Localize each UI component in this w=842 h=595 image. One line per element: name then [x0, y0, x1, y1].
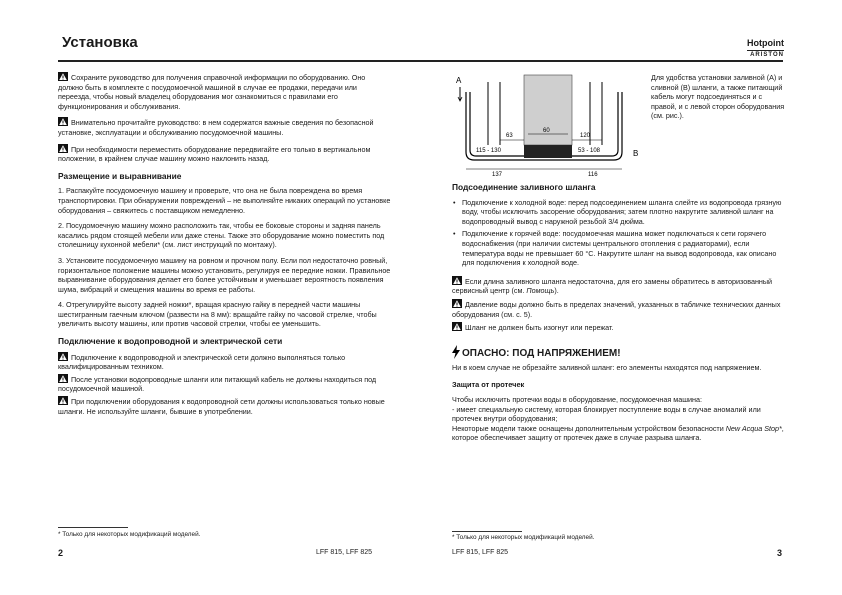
- footnote-rule: [452, 531, 522, 532]
- paragraph: Подключение к водопроводной и электрической сети должно выполняться только квалифицированным техником.: [58, 352, 346, 372]
- warning-icon: [452, 276, 462, 285]
- paragraph: Внимательно прочитайте руководство: в нем содержатся важные сведения по безопасной установке, эксплуатации и обслуживанию посудомоечной машины.: [58, 118, 374, 137]
- left-column: [58, 72, 391, 422]
- paragraph: Чтобы исключить протечки воды в оборудование, посудомоечная машина:: [452, 394, 702, 404]
- page-number: 2: [58, 548, 64, 558]
- paragraph: Если длина заливного шланга недостаточна, для его замены обратитесь в авторизованный сервисный центр (см. Помощь).: [452, 276, 773, 296]
- danger-heading: ОПАСНО: ПОД НАПРЯЖЕНИЕМ!: [452, 345, 784, 359]
- paragraph: При необходимости переместить оборудование передвигайте его только в вертикальном положении, в крайнем случае машину можно наклонить назад.: [58, 144, 371, 164]
- warning-icon: [58, 144, 68, 153]
- warning-icon: [58, 72, 68, 81]
- footnote: * Только для некоторых модификаций моделей.: [452, 534, 595, 541]
- right-column: [452, 183, 784, 443]
- dim-137: 137: [492, 172, 503, 178]
- label-a: A: [456, 76, 462, 85]
- paragraph: После установки водопроводные шланги или питающий кабель не должны находиться под посудомоечной машиной.: [58, 374, 377, 394]
- paragraph: Давление воды должно быть в пределах значений, указанных в табличке технических данных оборудования (см. с. 5).: [452, 299, 781, 319]
- warning-icon: [58, 352, 68, 361]
- list-item: • Подключение к холодной воде: перед подсоединением шланга слейте из водопровода грязную воду, чтобы исключить засорение оборудования; затем плотно накрутите заливной шланг на водопроводный вывод с наружной резьбой 3/4 дюйма.: [462, 198, 784, 227]
- section-heading: Размещение и выравнивание: [58, 170, 182, 181]
- warning-icon: [452, 322, 462, 331]
- dim-60: 60: [543, 128, 550, 134]
- page-number: 3: [777, 548, 783, 558]
- brand-logo: [747, 38, 784, 58]
- paragraph: При подключении оборудования к водопроводной сети должны использоваться только новые шланги. Не используйте шланги, бывшие в употреблении.: [58, 397, 385, 416]
- hose-diagram: [452, 70, 647, 178]
- paragraph: Сохраните руководство для получения справочной информации по оборудованию. Оно должно быть в комплекте с посудомоечной машиной в случае ее продажи, передачи или переезда, чтобы новый владелец оборудования мог ознакомиться с правилами его функционирования и обслуживания.: [58, 73, 366, 111]
- paragraph: 1. Распакуйте посудомоечную машину и проверьте, что она не была повреждена во время транспортировки. При обнаружении повреждений – не выполняйте никаких операций по установке оборудования – свяжитесь с поставщиком немедленно.: [58, 186, 391, 215]
- footnote: * Только для некоторых модификаций моделей.: [58, 531, 201, 538]
- page-title: Установка: [62, 34, 138, 51]
- dim-53-108: 53 - 108: [578, 148, 601, 154]
- footnote-rule: [58, 527, 128, 528]
- paragraph: 3. Установите посудомоечную машину на ровном и прочном полу. Если пол недостаточно ровный, горизонтальное положение машины можно установить, регулируя ее передние ножки. Правильное выравнивание оборудования делает его более устойчивым и уменьшает вероятность появления шума, вибраций и смещения машины во время ее работы.: [58, 255, 391, 294]
- model-footer: LFF 815, LFF 825: [316, 549, 373, 556]
- header-rule: [58, 60, 783, 62]
- brand-sub: ARISTON: [747, 50, 784, 58]
- dim-63: 63: [506, 133, 513, 139]
- section-heading: Подсоединение заливного шланга: [452, 182, 596, 192]
- paragraph: Ни в коем случае не обрезайте заливной шланг: его элементы находятся под напряжением.: [452, 362, 762, 372]
- dim-116: 116: [588, 172, 598, 178]
- paragraph: - имеет специальную систему, которая блокирует поступление воды в случае аномалий или протечек внутри оборудования;: [452, 404, 761, 424]
- warning-icon: [58, 117, 68, 126]
- warning-icon: [452, 299, 462, 308]
- section-heading: Защита от протечек: [452, 380, 525, 390]
- dim-115-130: 115 - 130: [476, 148, 501, 154]
- brand-name: Hotpoint: [747, 38, 784, 48]
- warning-icon: [58, 374, 68, 383]
- label-b: B: [633, 149, 639, 158]
- dim-120: 120: [580, 133, 591, 139]
- paragraph: 4. Отрегулируйте высоту задней ножки*, вращая красную гайку в передней части машины шестигранным гаечным ключом (развести на 8 мм): вращайте гайку по часовой стрелке, чтобы увеличить высоту машины, или против часовой стрелки, чтобы ее уменьшить.: [58, 300, 377, 329]
- lightning-icon: [452, 345, 460, 359]
- warning-icon: [58, 396, 68, 405]
- section-heading: Подключение к водопроводной и электрической сети: [58, 336, 283, 347]
- dishwasher-base: [524, 145, 572, 158]
- model-footer: LFF 815, LFF 825: [452, 549, 509, 556]
- dishwasher-shape: [524, 75, 572, 145]
- diagram-note: Для удобства установки заливной (A) и сливной (B) шланги, а также питающий кабель могут подсоединяться и с правой, и с левой сторон оборудования (см. рис.).: [651, 73, 785, 121]
- list-item: • Подключение к горячей воде: посудомоечная машина может подключаться к сети горячего водоснабжения (при наличии системы центрального отопления с радиаторами), если температура воды не превышает 60 °С. Накрутите шланг на вывод водопровода, как описано для подключения к холодной воде.: [462, 229, 784, 267]
- paragraph: 2. Посудомоечную машину можно расположить так, чтобы ее боковые стороны и задняя панель касались рядом стоящей мебели или даже стены. Также это оборудование можно поместить под столешницу кухонной мебели* (см. лист инструкций по монтажу).: [58, 221, 385, 250]
- paragraph: Шланг не должен быть изогнут или пережат.: [452, 322, 784, 333]
- paragraph: Некоторые модели также оснащены дополнительным устройством безопасности New Acqua Stop*, которое обеспечивает защиту от протечек даже в случае разрыва шланга.: [452, 423, 784, 443]
